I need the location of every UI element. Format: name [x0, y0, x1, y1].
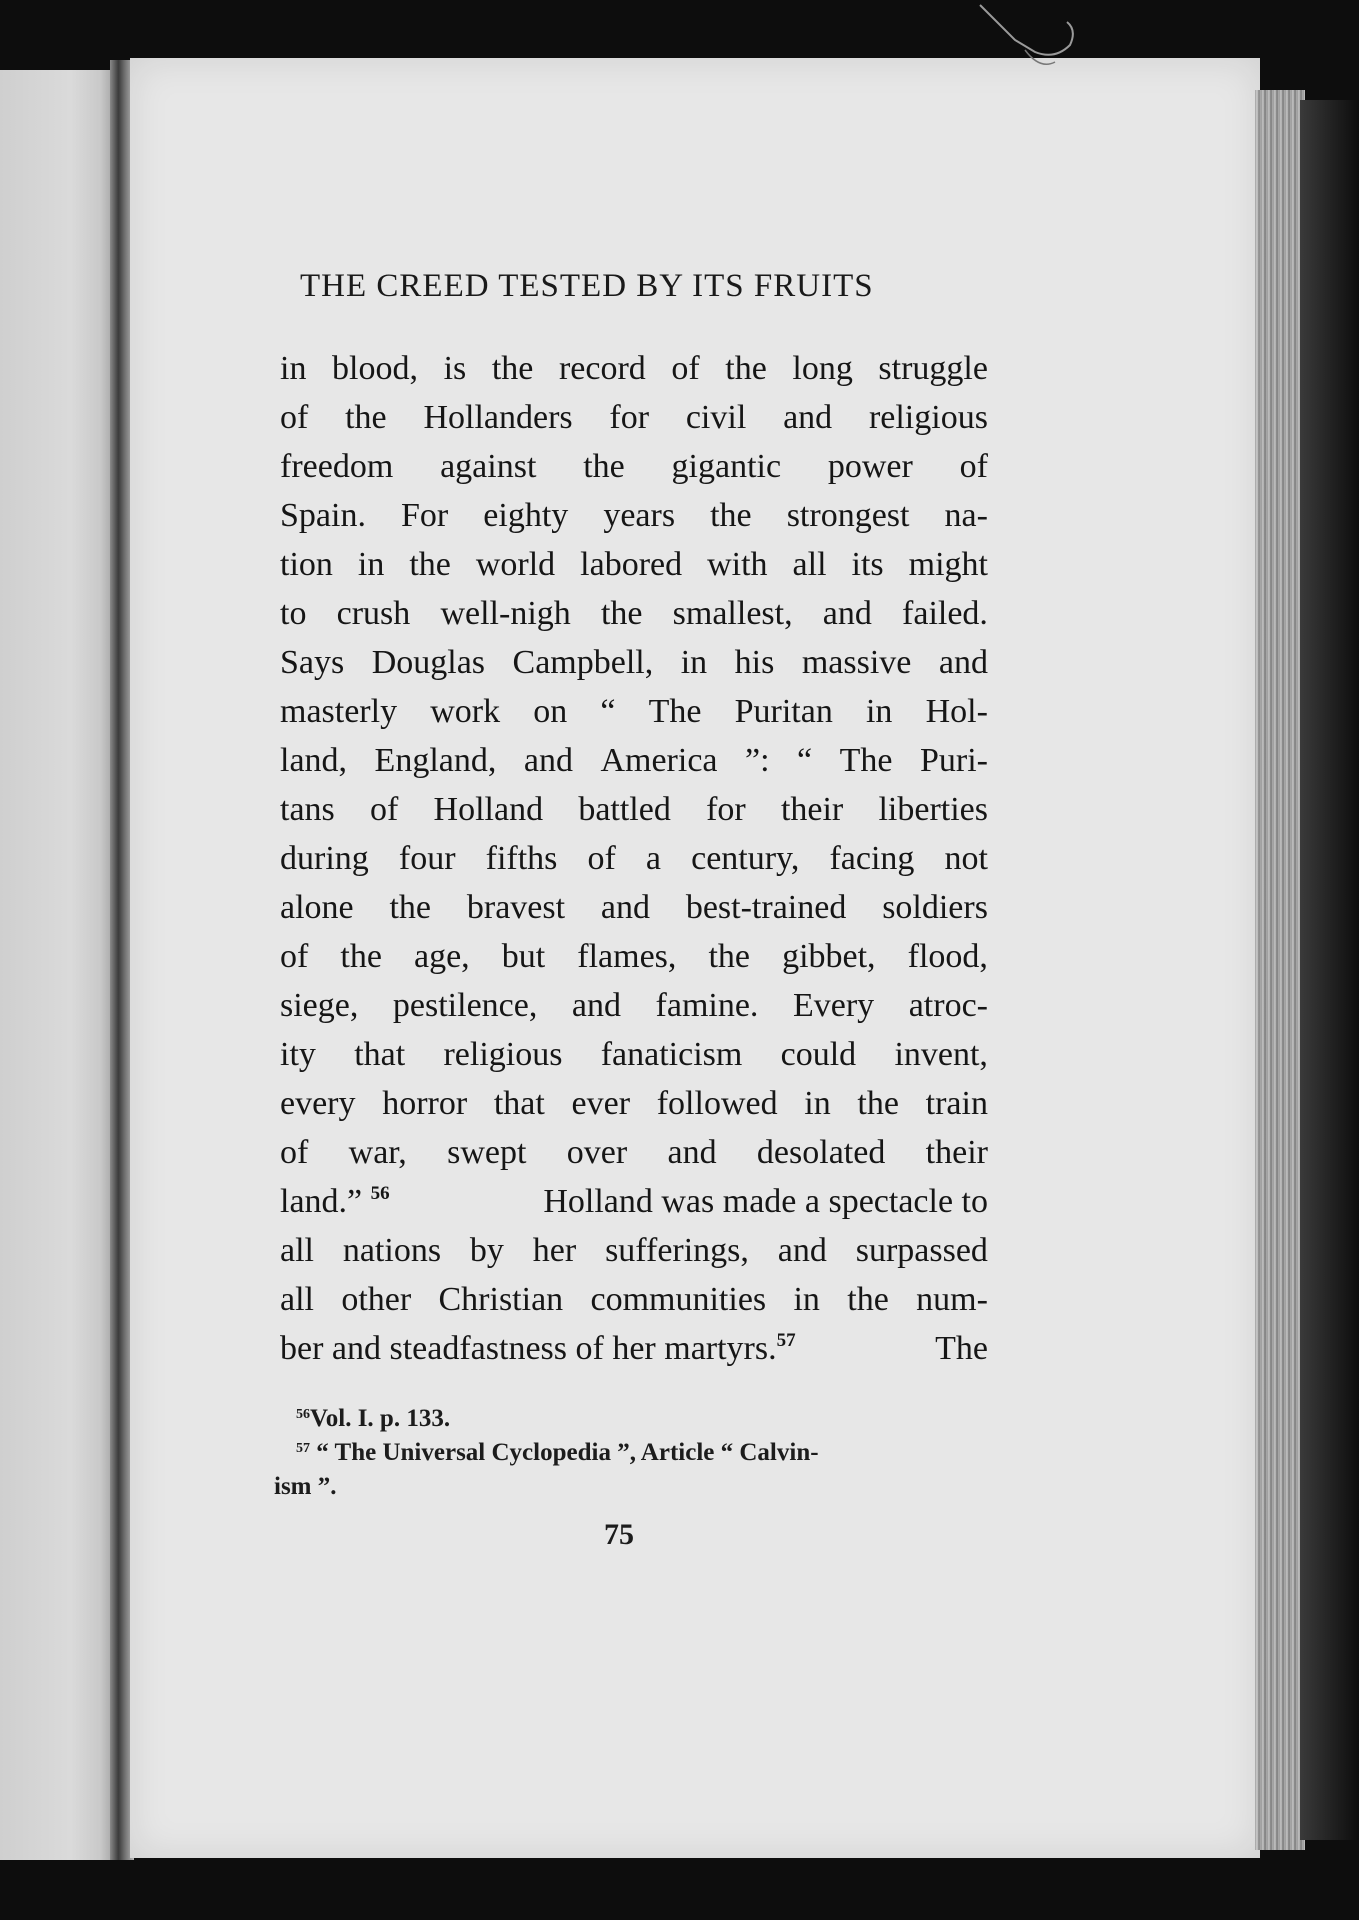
word: followed: [656, 1085, 778, 1122]
word: alone: [280, 889, 354, 926]
text-fragment: land.”: [280, 1183, 363, 1220]
footnote-ref-56: 56: [370, 1183, 390, 1204]
text-line: [280, 834, 988, 883]
word: gigantic: [671, 448, 782, 485]
word: tans: [280, 791, 335, 828]
word: The: [839, 742, 893, 779]
word: the: [345, 399, 387, 436]
footnote-57: [296, 1436, 986, 1470]
word: massive: [801, 644, 912, 681]
word: its: [851, 546, 884, 583]
word: every: [280, 1085, 356, 1122]
word: over: [566, 1134, 628, 1171]
word: the: [340, 938, 382, 975]
word: of: [280, 1134, 309, 1171]
word: could: [780, 1036, 857, 1073]
word: and: [571, 987, 621, 1024]
word: crush: [336, 595, 411, 632]
word: land,: [280, 742, 348, 779]
text-line: [280, 1226, 988, 1275]
word: Campbell,: [512, 644, 654, 681]
word: but: [501, 938, 546, 975]
word: best-trained: [685, 889, 847, 926]
word: train: [925, 1085, 988, 1122]
word: battled: [578, 791, 671, 828]
text-line: [280, 1275, 988, 1324]
word: fifths: [485, 840, 558, 877]
running-head: THE CREED TESTED BY ITS FRUITS: [300, 268, 874, 304]
word: their: [925, 1134, 988, 1171]
word: might: [908, 546, 988, 583]
word: of: [370, 791, 399, 828]
word: failed.: [902, 595, 988, 632]
word: for: [706, 791, 746, 828]
word: on: [533, 693, 568, 730]
word: in: [793, 1281, 820, 1318]
word: For: [401, 497, 449, 534]
word: the: [710, 497, 752, 534]
text-line: [280, 883, 988, 932]
word: Puritan: [734, 693, 833, 730]
word: Holland: [433, 791, 544, 828]
word: is: [443, 350, 467, 387]
word: nations: [342, 1232, 442, 1269]
text-line: [280, 393, 988, 442]
footnote-mark: 56: [296, 1407, 310, 1422]
word: eighty: [483, 497, 569, 534]
word: century,: [691, 840, 800, 877]
word: the: [847, 1281, 889, 1318]
word: and: [938, 644, 988, 681]
word: Every: [792, 987, 875, 1024]
word: well-nigh: [440, 595, 571, 632]
word: and: [523, 742, 573, 779]
word: num-: [916, 1281, 988, 1318]
word: flood,: [907, 938, 988, 975]
word: record: [558, 350, 646, 387]
word: labored: [580, 546, 683, 583]
word: and: [783, 399, 833, 436]
word: world: [475, 546, 556, 583]
word: Christian: [438, 1281, 564, 1318]
word: “: [797, 742, 813, 779]
word: their: [780, 791, 844, 828]
page-number: 75: [604, 1518, 634, 1551]
word: horror: [382, 1085, 468, 1122]
word: and: [822, 595, 872, 632]
text-line: [280, 932, 988, 981]
word: a: [645, 840, 662, 877]
word: Puri-: [920, 742, 988, 779]
word: The: [648, 693, 702, 730]
word: the: [600, 595, 643, 632]
word: surpassed: [855, 1232, 988, 1269]
word: pestilence,: [392, 987, 538, 1024]
word: war,: [348, 1134, 407, 1171]
word: masterly: [280, 693, 398, 730]
text-line: [280, 1128, 988, 1177]
word: the: [409, 546, 451, 583]
word: religious: [868, 399, 988, 436]
word: famine.: [655, 987, 759, 1024]
word: with: [707, 546, 768, 583]
word: during: [280, 840, 369, 877]
word: civil: [685, 399, 747, 436]
word: to: [280, 595, 307, 632]
word: long: [792, 350, 853, 387]
word: “: [600, 693, 616, 730]
text-line: [280, 491, 988, 540]
word: blood,: [332, 350, 418, 387]
word: liberties: [878, 791, 988, 828]
footnote-mark: 57: [296, 1441, 310, 1456]
word: and: [667, 1134, 717, 1171]
word: England,: [374, 742, 497, 779]
footnote-ref-57: 57: [776, 1330, 796, 1351]
word: the: [491, 350, 534, 387]
word: her: [532, 1232, 577, 1269]
text-line: [280, 1079, 988, 1128]
word: ”:: [745, 742, 770, 779]
word: strongest: [786, 497, 910, 534]
word: America: [600, 742, 718, 779]
word: all: [280, 1281, 314, 1318]
word: by: [469, 1232, 504, 1269]
word: desolated: [756, 1134, 886, 1171]
text-fragment: ber and steadfastness of her martyrs.: [280, 1330, 777, 1367]
word: flames,: [577, 938, 677, 975]
word: the: [725, 350, 767, 387]
text-line-content: [280, 1177, 390, 1226]
text-line: [280, 687, 988, 736]
text-line: [280, 344, 988, 393]
word: na-: [944, 497, 988, 534]
word: against: [440, 448, 537, 485]
text-line: [280, 1324, 988, 1373]
word: smallest,: [672, 595, 793, 632]
text-fragment: Holland was made a spectacle to: [543, 1183, 988, 1220]
left-page-edge: [0, 70, 118, 1860]
text-line: [280, 981, 988, 1030]
word: other: [341, 1281, 412, 1318]
word: all: [280, 1232, 314, 1269]
word: his: [734, 644, 775, 681]
word: the: [857, 1085, 899, 1122]
text-line: [280, 589, 988, 638]
word: facing: [829, 840, 915, 877]
word: the: [708, 938, 751, 975]
word: of: [587, 840, 616, 877]
word: the: [389, 889, 432, 926]
word: Spain.: [280, 497, 366, 534]
word: and: [600, 889, 650, 926]
fore-edge-shadow: [1300, 100, 1359, 1840]
word: freedom: [280, 448, 394, 485]
word: for: [609, 399, 650, 436]
word: soldiers: [882, 889, 988, 926]
text-line-content: [280, 1324, 796, 1373]
text-line: [280, 785, 988, 834]
word: struggle: [878, 350, 988, 387]
word: swept: [447, 1134, 527, 1171]
word: of: [280, 938, 309, 975]
word: power: [827, 448, 913, 485]
text-line: [280, 1030, 988, 1079]
word: siege,: [280, 987, 359, 1024]
word: invent,: [894, 1036, 988, 1073]
footnote-57-continuation: ism ”.: [274, 1473, 337, 1500]
text-line: [280, 540, 988, 589]
word: in: [357, 546, 385, 583]
word: tion: [280, 546, 333, 583]
word: in: [680, 644, 708, 681]
word: all: [792, 546, 827, 583]
text-line: [280, 1177, 988, 1226]
word: that: [354, 1036, 406, 1073]
word: Hollanders: [423, 399, 573, 436]
word: communities: [590, 1281, 767, 1318]
word: four: [398, 840, 456, 877]
word: Says: [280, 644, 345, 681]
text-line: [280, 736, 988, 785]
text-line: [280, 638, 988, 687]
footnote-text: Vol. I. p. 133.: [310, 1405, 451, 1432]
word: in: [804, 1085, 831, 1122]
word: in: [865, 693, 893, 730]
scan-artifact: [975, 0, 1085, 78]
word: the: [583, 448, 625, 485]
page-fore-edge: [1255, 90, 1305, 1850]
word: years: [603, 497, 676, 534]
word: not: [944, 840, 988, 877]
word: religious: [443, 1036, 563, 1073]
word: fanaticism: [600, 1036, 743, 1073]
word: gibbet,: [782, 938, 876, 975]
word: age,: [414, 938, 470, 975]
footnotes: [274, 1402, 986, 1504]
word: Hol-: [925, 693, 988, 730]
text-fragment: The: [935, 1330, 988, 1367]
word: atroc-: [908, 987, 988, 1024]
word: of: [671, 350, 700, 387]
word: ever: [571, 1085, 631, 1122]
word: and: [777, 1232, 827, 1269]
footnote-56: [296, 1402, 986, 1436]
word: bravest: [466, 889, 566, 926]
word: in: [280, 350, 307, 387]
word: Douglas: [371, 644, 486, 681]
footnote-text: “ The Universal Cyclopedia ”, Article “ Calvin-: [316, 1439, 819, 1466]
word: work: [430, 693, 501, 730]
word: ity: [280, 1036, 316, 1073]
word: of: [280, 399, 309, 436]
word: that: [493, 1085, 545, 1122]
body-text: [280, 344, 988, 1373]
word: of: [959, 448, 988, 485]
word: sufferings,: [605, 1232, 749, 1269]
text-line: [280, 442, 988, 491]
